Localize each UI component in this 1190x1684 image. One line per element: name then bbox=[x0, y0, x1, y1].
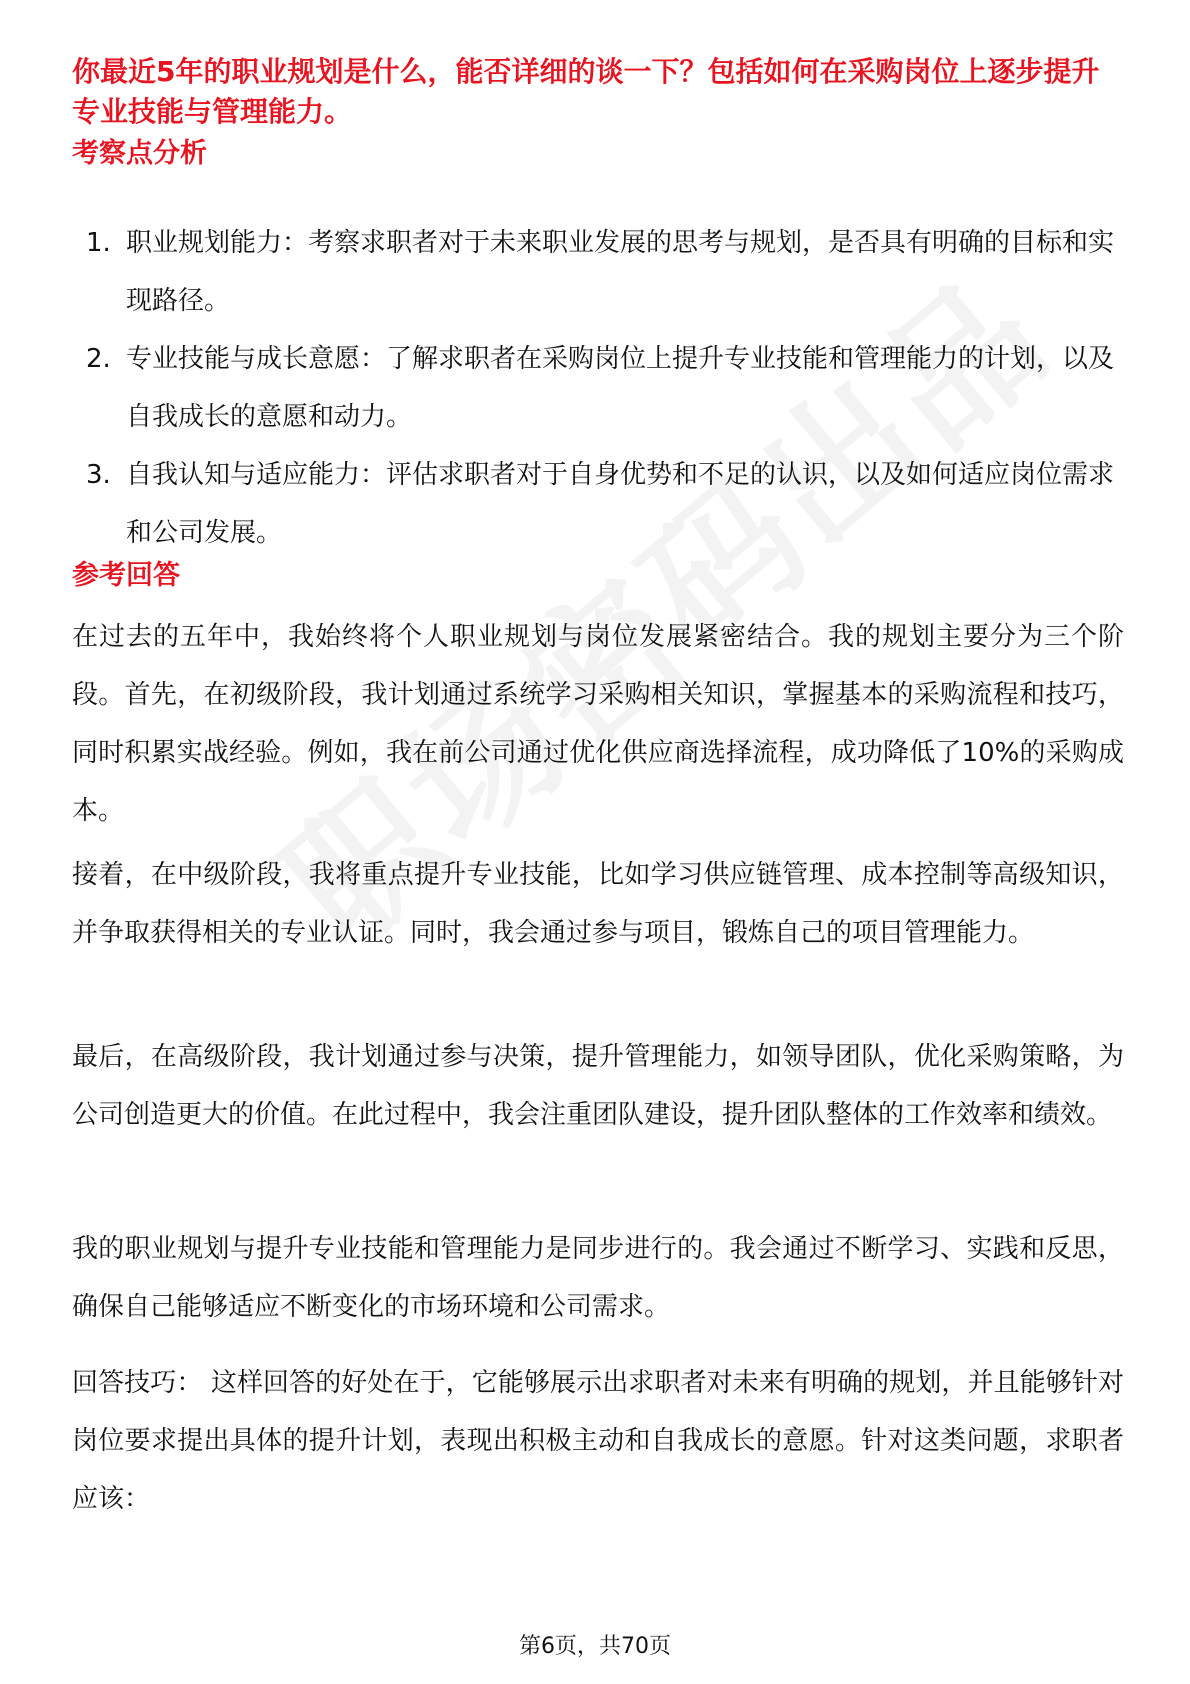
answer-paragraph: 最后，在高级阶段，我计划通过参与决策，提升管理能力，如领导团队，优化采购策略，为公司创造更大的价值。在此过程中，我会注重团队建设，提升团队整体的工作效率和绩效。 bbox=[72, 1042, 1124, 1130]
analysis-point bbox=[72, 214, 1122, 330]
analysis-point bbox=[72, 446, 1122, 562]
point-number: 3. bbox=[86, 460, 111, 490]
answer-tips-paragraph: 回答技巧： 这样回答的好处在于，它能够展示出求职者对未来有明确的规划，并且能够针对岗位要求提出具体的提升计划，表现出积极主动和自我成长的意愿。针对这类问题，求职者应该： bbox=[72, 1368, 1124, 1514]
answer-paragraph: 在过去的五年中，我始终将个人职业规划与岗位发展紧密结合。我的规划主要分为三个阶段。首先，在初级阶段，我计划通过系统学习采购相关知识，掌握基本的采购流程和技巧，同时积累实战经验。例如，我在前公司通过优化供应商选择流程，成功降低了10%的采购成本。 bbox=[72, 622, 1124, 826]
analysis-heading: 考察点分析 bbox=[72, 138, 207, 169]
answer-paragraph: 我的职业规划与提升专业技能和管理能力是同步进行的。我会通过不断学习、实践和反思，确保自己能够适应不断变化的市场环境和公司需求。 bbox=[72, 1234, 1124, 1322]
point-number: 1. bbox=[86, 228, 111, 258]
answer-paragraph: 接着，在中级阶段，我将重点提升专业技能，比如学习供应链管理、成本控制等高级知识，并争取获得相关的专业认证。同时，我会通过参与项目，锻炼自己的项目管理能力。 bbox=[72, 860, 1124, 948]
analysis-points-list bbox=[72, 214, 1122, 562]
question-title: 你最近5年的职业规划是什么，能否详细的谈一下？包括如何在采购岗位上逐步提升专业技能与管理能力。 bbox=[72, 55, 1100, 128]
analysis-point bbox=[72, 330, 1122, 446]
answer-heading: 参考回答 bbox=[72, 560, 180, 591]
point-text: 自我认知与适应能力：评估求职者对于自身优势和不足的认识，以及如何适应岗位需求和公司发展。 bbox=[126, 460, 1115, 548]
point-number: 2. bbox=[86, 344, 111, 374]
point-text: 专业技能与成长意愿：了解求职者在采购岗位上提升专业技能和管理能力的计划，以及自我成长的意愿和动力。 bbox=[126, 344, 1115, 432]
page-number-footer: 第6页，共70页 bbox=[519, 1634, 671, 1659]
point-text: 职业规划能力：考察求职者对于未来职业发展的思考与规划，是否具有明确的目标和实现路径。 bbox=[126, 228, 1115, 316]
